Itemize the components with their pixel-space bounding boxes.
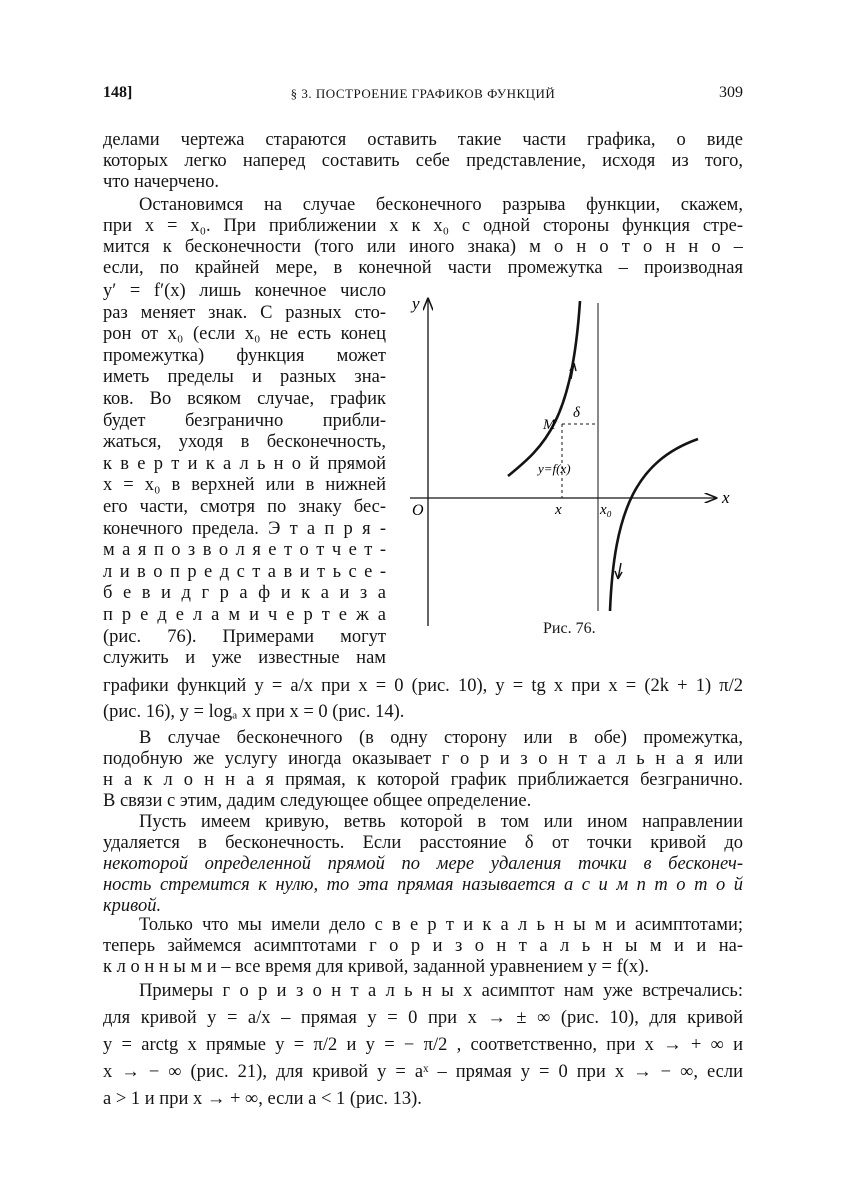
text-line: В случае бесконечного (в одну сторону или в обе) промежутка, <box>139 728 743 748</box>
running-header <box>103 84 743 108</box>
page-number: 309 <box>719 84 743 101</box>
text-line: (рис. 76). Примерами могут <box>103 626 386 647</box>
text-line: жаться, уходя в бесконечность, <box>103 432 386 453</box>
text-line: будет безгранично прибли- <box>103 410 386 431</box>
x-tick-label: x <box>555 502 562 518</box>
text-line: Примеры г о р и з о н т а л ь н ы х асимптот нам уже встречались: <box>139 981 743 1001</box>
paragraph-5-definition <box>103 812 743 917</box>
text-line: к л о н н ы м и – все время для кривой, заданной уравнением y = f(x). <box>103 957 649 977</box>
section-number: 148] <box>103 84 133 101</box>
point-m-label: M <box>543 417 556 433</box>
text-line: y′ = f′(x) лишь конечное число <box>103 281 386 301</box>
text-line: что начерчено. <box>103 172 219 192</box>
text-line: рон от x₀ (если x₀ не есть конец <box>103 324 386 345</box>
text-line: Пусть имеем кривую, ветвь которой в том или ином направлении <box>139 812 743 832</box>
text-line: теперь займемся асимптотами г о р и з о н т а л ь н ы м и и на- <box>103 936 743 956</box>
text-line: y = arctg x прямые y = π/2 и y = − π/2 , соответственно, при x → + ∞ и <box>103 1035 743 1055</box>
text-line: x → − ∞ (рис. 21), для кривой y = aˣ – прямая y = 0 при x → − ∞, если <box>103 1062 743 1082</box>
text-line: удаляется в бесконечность. Если расстояние δ от точки кривой до <box>103 833 743 853</box>
paragraph-1 <box>103 130 743 193</box>
curve-right-branch <box>610 439 698 611</box>
figure-caption: Рис. 76. <box>543 620 596 637</box>
text-line: служить и уже известные нам <box>103 648 386 669</box>
text-line: для кривой y = a/x – прямая y = 0 при x → ± ∞ (рис. 10), для кривой <box>103 1008 743 1028</box>
text-line: м а я п о з в о л я е т о т ч е т - <box>103 540 386 561</box>
text-line: н а к л о н н а я прямая, к которой график приближается безгранично. <box>103 770 743 790</box>
text-line: кривой. <box>103 896 162 916</box>
text-line: иметь пределы и разных зна- <box>103 367 386 388</box>
y-axis-label: y <box>412 294 420 313</box>
text-line: Только что мы имели дело с в е р т и к а л ь н ы м и асимптотами; <box>139 915 743 935</box>
text-line: В связи с этим, дадим следующее общее определение. <box>103 791 532 811</box>
curve-left-branch <box>508 301 580 476</box>
text-line: некоторой определенной прямой по мере удаления точки в бесконеч- <box>103 854 743 874</box>
text-line: мится к бесконечности (того или иного знака) м о н о т о н н о – <box>103 237 743 257</box>
text-line: x = x₀ в верхней или в нижней <box>103 475 386 496</box>
origin-label: O <box>412 502 424 519</box>
section-title: § 3. ПОСТРОЕНИЕ ГРАФИКОВ ФУНКЦИЙ <box>290 86 556 101</box>
paragraph-2 <box>103 195 743 279</box>
paragraph-3 <box>103 673 743 725</box>
text-line: ков. Во всяком случае, график <box>103 388 386 409</box>
text-line: б е в и д г р а ф и к а и з а <box>103 583 386 604</box>
fx-label: y=f(x) <box>538 461 571 476</box>
text-line: которых легко наперед составить себе представление, исходя из того, <box>103 151 743 171</box>
down-arrow-icon <box>615 563 622 579</box>
text-line: графики функций y = a/x при x = 0 (рис. 10), y = tg x при x = (2k + 1) π/2 <box>103 676 743 696</box>
text-line: если, по крайней мере, в конечной части промежутка – производная <box>103 258 743 278</box>
text-line: при x = x₀. При приближении x к x₀ с одной стороны функция стре- <box>103 216 743 236</box>
x-axis-label: x <box>722 488 730 507</box>
text-line: конечного предела. Э т а п р я - <box>103 518 386 539</box>
delta-label: δ <box>573 405 580 421</box>
text-line: подобную же услугу иногда оказывает г о р и з о н т а л ь н а я или <box>103 749 743 769</box>
paragraph-7 <box>103 978 743 1113</box>
paragraph-4 <box>103 728 743 812</box>
text-line: его части, смотря по знаку бес- <box>103 496 386 517</box>
text-line: Остановимся на случае бесконечного разрыва функции, скажем, <box>139 195 743 215</box>
text-line: a > 1 и при x → + ∞, если a < 1 (рис. 13). <box>103 1089 422 1109</box>
text-line: ность стремится к нулю, то эта прямая называется а с и м п т о т о й <box>103 875 743 895</box>
x0-tick-label: x₀ <box>600 502 612 518</box>
wrapped-column-text <box>103 281 386 670</box>
text-line: делами чертежа стараются оставить такие части графика, о виде <box>103 130 743 150</box>
text-line: л и в о п р е д с т а в и т ь с е - <box>103 561 386 582</box>
text-line: раз меняет знак. С разных сто- <box>103 302 386 323</box>
text-line: промежутка) функция может <box>103 345 386 366</box>
text-line: (рис. 16), y = logₐ x при x = 0 (рис. 14). <box>103 702 405 722</box>
figure-76-asymptote <box>400 281 745 646</box>
text-line: п р е д е л а м и ч е р т е ж а <box>103 604 386 625</box>
text-line: к в е р т и к а л ь н о й прямой <box>103 453 386 474</box>
paragraph-6 <box>103 915 743 978</box>
